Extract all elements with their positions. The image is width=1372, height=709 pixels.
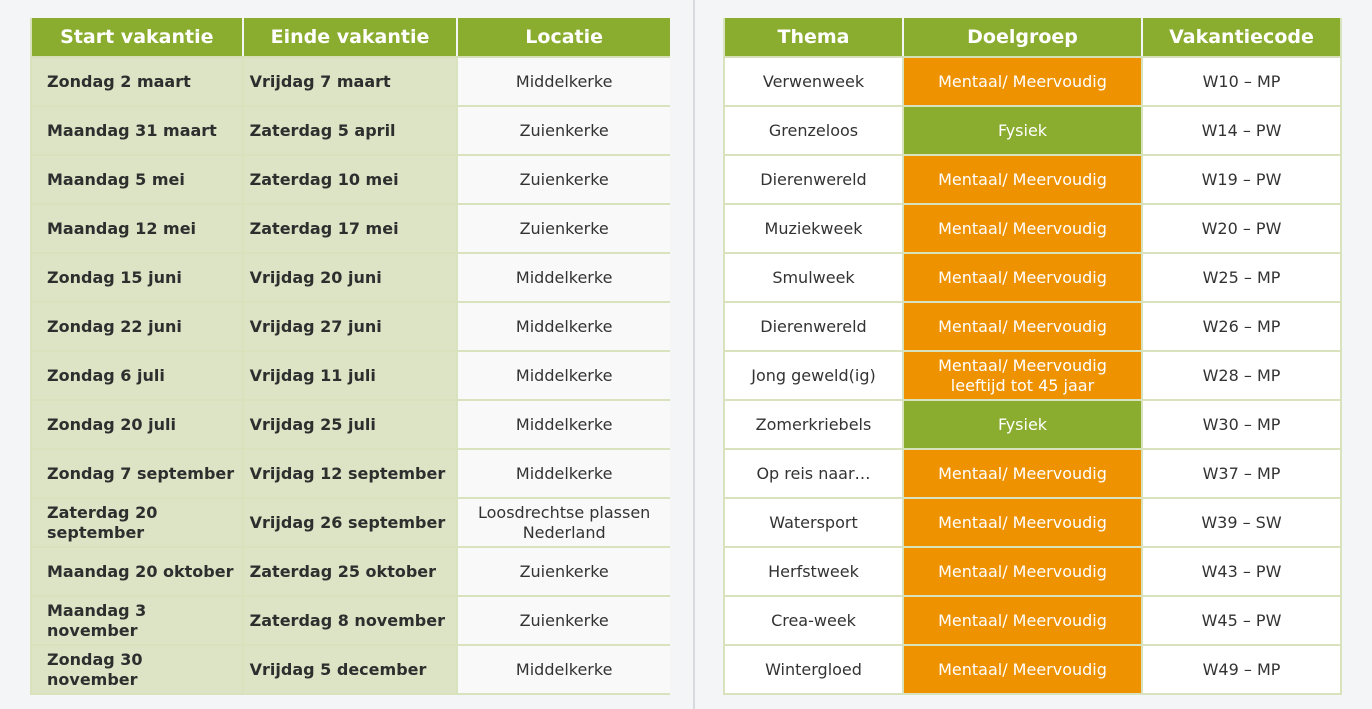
theme-cell: Watersport (724, 498, 903, 547)
target-group-cell (903, 155, 1142, 204)
location-cell (457, 155, 670, 204)
table-row (724, 498, 1341, 547)
target-group-cell-line: Mentaal/ Meervoudig (938, 355, 1107, 375)
theme-cell: Jong geweld(ig) (724, 351, 903, 400)
header-theme: Thema (724, 18, 903, 57)
target-group-cell-line: Mentaal/ Meervoudig (938, 169, 1107, 189)
target-group-cell-line: Fysiek (997, 120, 1048, 140)
target-group-cell (903, 400, 1142, 449)
end-date-cell: Vrijdag 27 juni (243, 302, 458, 351)
end-date-cell: Vrijdag 11 juli (243, 351, 458, 400)
end-date-cell: Vrijdag 20 juni (243, 253, 458, 302)
target-group-cell-line: Mentaal/ Meervoudig (938, 316, 1107, 336)
location-cell-line: Middelkerke (515, 659, 613, 679)
location-cell (457, 351, 670, 400)
end-date-cell: Vrijdag 7 maart (243, 57, 458, 106)
location-cell (457, 596, 670, 645)
theme-cell: Dierenwereld (724, 155, 903, 204)
holiday-code-cell: W45 – PW (1142, 596, 1341, 645)
location-cell (457, 498, 670, 547)
end-date-cell: Zaterdag 5 april (243, 106, 458, 155)
table-row (724, 204, 1341, 253)
location-cell-line: Middelkerke (515, 463, 613, 483)
location-cell-line: Loosdrechtse plassen (478, 502, 651, 522)
theme-cell: Verwenweek (724, 57, 903, 106)
start-date-cell: Zondag 30 november (32, 645, 243, 694)
column-divider (693, 0, 695, 709)
location-cell-line: Nederland (522, 522, 606, 542)
start-date-cell: Zondag 20 juli (32, 400, 243, 449)
table-row (724, 57, 1341, 106)
target-group-cell (903, 302, 1142, 351)
location-cell-line: Middelkerke (515, 316, 613, 336)
location-cell-line: Zuienkerke (519, 218, 609, 238)
target-group-cell-line: Mentaal/ Meervoudig (938, 463, 1107, 483)
themes-table-header (724, 18, 1341, 57)
holiday-code-cell: W43 – PW (1142, 547, 1341, 596)
theme-cell: Wintergloed (724, 645, 903, 694)
end-date-cell: Zaterdag 10 mei (243, 155, 458, 204)
location-cell (457, 204, 670, 253)
target-group-cell-line: leeftijd tot 45 jaar (950, 375, 1095, 395)
start-date-cell: Maandag 3 november (32, 596, 243, 645)
dates-table-header (32, 18, 670, 57)
target-group-cell-line: Mentaal/ Meervoudig (938, 267, 1107, 287)
start-date-cell: Zondag 15 juni (32, 253, 243, 302)
table-row (724, 106, 1341, 155)
target-group-cell (903, 351, 1142, 400)
table-row (32, 253, 670, 302)
location-cell-line: Middelkerke (515, 414, 613, 434)
start-date-cell: Zondag 2 maart (32, 57, 243, 106)
target-group-cell-line: Fysiek (997, 414, 1048, 434)
location-cell-line: Zuienkerke (519, 120, 609, 140)
end-date-cell: Zaterdag 8 november (243, 596, 458, 645)
holiday-code-cell: W39 – SW (1142, 498, 1341, 547)
holiday-code-cell: W25 – MP (1142, 253, 1341, 302)
table-row (724, 596, 1341, 645)
target-group-cell (903, 498, 1142, 547)
target-group-cell (903, 204, 1142, 253)
location-cell (457, 302, 670, 351)
table-row (724, 449, 1341, 498)
theme-cell: Op reis naar… (724, 449, 903, 498)
table-row (32, 106, 670, 155)
start-date-cell: Zondag 6 juli (32, 351, 243, 400)
header-holiday-code: Vakantiecode (1142, 18, 1341, 57)
location-cell-line: Zuienkerke (519, 561, 609, 581)
target-group-cell-line: Mentaal/ Meervoudig (938, 561, 1107, 581)
end-date-cell: Vrijdag 12 september (243, 449, 458, 498)
table-row (32, 204, 670, 253)
start-date-cell: Maandag 20 oktober (32, 547, 243, 596)
table-row (32, 449, 670, 498)
location-cell (457, 57, 670, 106)
table-row (724, 645, 1341, 694)
target-group-cell (903, 57, 1142, 106)
target-group-cell (903, 449, 1142, 498)
dates-table (32, 18, 670, 695)
holiday-code-cell: W19 – PW (1142, 155, 1341, 204)
start-date-cell: Maandag 5 mei (32, 155, 243, 204)
start-date-cell: Maandag 12 mei (32, 204, 243, 253)
location-cell-line: Zuienkerke (519, 610, 609, 630)
theme-cell: Crea-week (724, 596, 903, 645)
header-target-group: Doelgroep (903, 18, 1142, 57)
target-group-cell-line: Mentaal/ Meervoudig (938, 71, 1107, 91)
target-group-cell (903, 253, 1142, 302)
holiday-code-cell: W37 – MP (1142, 449, 1341, 498)
table-row (32, 351, 670, 400)
theme-cell: Muziekweek (724, 204, 903, 253)
location-cell-line: Zuienkerke (519, 169, 609, 189)
target-group-cell-line: Mentaal/ Meervoudig (938, 512, 1107, 532)
location-cell (457, 253, 670, 302)
location-cell-line: Middelkerke (515, 71, 613, 91)
header-start: Start vakantie (32, 18, 243, 57)
table-row (32, 400, 670, 449)
table-row (724, 253, 1341, 302)
holiday-code-cell: W10 – MP (1142, 57, 1341, 106)
target-group-cell-line: Mentaal/ Meervoudig (938, 659, 1107, 679)
location-cell-line: Middelkerke (515, 365, 613, 385)
table-row (724, 155, 1341, 204)
target-group-cell (903, 547, 1142, 596)
target-group-cell-line: Mentaal/ Meervoudig (938, 218, 1107, 238)
end-date-cell: Vrijdag 5 december (243, 645, 458, 694)
theme-cell: Grenzeloos (724, 106, 903, 155)
holiday-code-cell: W20 – PW (1142, 204, 1341, 253)
themes-table-panel (723, 18, 1342, 695)
location-cell (457, 106, 670, 155)
end-date-cell: Vrijdag 25 juli (243, 400, 458, 449)
table-row (724, 547, 1341, 596)
holiday-code-cell: W49 – MP (1142, 645, 1341, 694)
table-row (32, 57, 670, 106)
theme-cell: Smulweek (724, 253, 903, 302)
end-date-cell: Zaterdag 25 oktober (243, 547, 458, 596)
start-date-cell: Maandag 31 maart (32, 106, 243, 155)
target-group-cell-line: Mentaal/ Meervoudig (938, 610, 1107, 630)
end-date-cell: Vrijdag 26 september (243, 498, 458, 547)
holiday-code-cell: W14 – PW (1142, 106, 1341, 155)
theme-cell: Zomerkriebels (724, 400, 903, 449)
start-date-cell: Zondag 7 september (32, 449, 243, 498)
header-end: Einde vakantie (243, 18, 458, 57)
holiday-code-cell: W28 – MP (1142, 351, 1341, 400)
holiday-code-cell: W30 – MP (1142, 400, 1341, 449)
start-date-cell: Zaterdag 20 september (32, 498, 243, 547)
theme-cell: Herfstweek (724, 547, 903, 596)
location-cell (457, 645, 670, 694)
table-row (32, 155, 670, 204)
table-row (32, 645, 670, 694)
location-cell-line: Middelkerke (515, 267, 613, 287)
target-group-cell (903, 106, 1142, 155)
end-date-cell: Zaterdag 17 mei (243, 204, 458, 253)
table-row (32, 596, 670, 645)
table-row (724, 351, 1341, 400)
table-row (724, 400, 1341, 449)
theme-cell: Dierenwereld (724, 302, 903, 351)
holiday-code-cell: W26 – MP (1142, 302, 1341, 351)
location-cell (457, 449, 670, 498)
target-group-cell (903, 645, 1142, 694)
location-cell (457, 400, 670, 449)
header-location: Locatie (457, 18, 670, 57)
target-group-cell (903, 596, 1142, 645)
start-date-cell: Zondag 22 juni (32, 302, 243, 351)
location-cell (457, 547, 670, 596)
themes-table (723, 18, 1342, 695)
table-row (32, 498, 670, 547)
table-row (32, 302, 670, 351)
table-row (724, 302, 1341, 351)
dates-table-panel (30, 18, 670, 695)
table-row (32, 547, 670, 596)
